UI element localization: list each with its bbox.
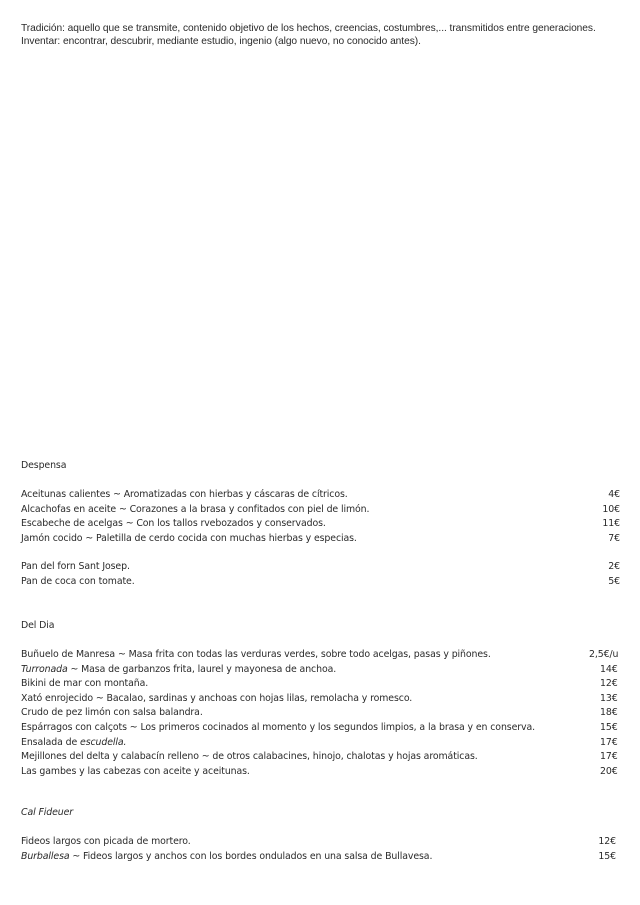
menu-item bbox=[21, 532, 620, 547]
separator: ~ bbox=[122, 518, 137, 530]
dish-price: 12€ bbox=[600, 678, 618, 690]
dish-name: Escabeche de acelgas bbox=[21, 518, 123, 530]
menu-item bbox=[21, 750, 620, 765]
separator: ~ bbox=[92, 692, 107, 704]
dish-name: Turronada bbox=[21, 663, 68, 675]
dish-description: Paletilla de cerdo cocida con muchas hierbas y especias. bbox=[95, 532, 357, 544]
menu-item bbox=[21, 517, 620, 532]
separator: ~ bbox=[116, 503, 130, 515]
menu-items bbox=[21, 835, 620, 864]
dish-price: 2€ bbox=[608, 561, 620, 573]
dish-description: Los primeros cocinados al momento y los segundos limpios, a la brasa y en conserva. bbox=[140, 721, 535, 733]
menu-item bbox=[21, 692, 620, 707]
dish-name: Pan de coca con tomate. bbox=[21, 575, 135, 587]
menu-item bbox=[21, 648, 620, 663]
section-title: Del Dia bbox=[21, 620, 55, 631]
menu-item bbox=[21, 765, 620, 780]
dish-price: 15€ bbox=[598, 850, 616, 862]
menu-item bbox=[21, 835, 620, 850]
dish-name: Burballesa bbox=[21, 850, 70, 862]
dish-name: Mejillones del delta y calabacín relleno bbox=[21, 751, 199, 763]
dish-price: 4€ bbox=[608, 489, 620, 500]
dish-name: Alcachofas en aceite bbox=[21, 503, 117, 515]
dish-description: Fideos largos y anchos con los bordes ondulados en una salsa de Bullavesa. bbox=[83, 850, 433, 862]
dish-description: Masa frita con todas las verduras verdes, sobre todo acelgas, pasas y piñones. bbox=[128, 649, 491, 660]
dish-price: 10€ bbox=[602, 503, 620, 515]
separator: ~ bbox=[67, 663, 82, 675]
dish-name: Fideos largos con picada de mortero. bbox=[21, 836, 191, 847]
separator: ~ bbox=[82, 532, 96, 544]
section-title: Despensa bbox=[21, 460, 67, 471]
separator: ~ bbox=[198, 751, 213, 763]
menu-item bbox=[21, 575, 620, 590]
menu-item bbox=[21, 677, 620, 692]
dish-description: escudella. bbox=[80, 736, 127, 748]
menu-item bbox=[21, 721, 620, 736]
dish-description: Bacalao, sardinas y anchoas con hojas lilas, remolacha y romesco. bbox=[106, 692, 413, 704]
dish-name: Buñuelo de Manresa bbox=[21, 649, 116, 660]
dish-price: 20€ bbox=[600, 765, 618, 777]
dish-description: Aromatizadas con hierbas y cáscaras de cítricos. bbox=[123, 489, 348, 500]
menu-items bbox=[21, 488, 620, 546]
section-del-dia bbox=[21, 619, 620, 779]
dish-name: Pan del forn Sant Josep. bbox=[21, 561, 130, 573]
dish-description: Masa de garbanzos frita, laurel y mayonesa de anchoa. bbox=[81, 663, 337, 675]
dish-price: 2,5€/u bbox=[589, 649, 619, 660]
dish-price: 17€ bbox=[600, 751, 618, 763]
dish-price: 14€ bbox=[600, 663, 618, 675]
dish-name: Jamón cocido bbox=[21, 532, 83, 544]
dish-price: 18€ bbox=[600, 707, 618, 719]
separator: ~ bbox=[69, 850, 84, 862]
dish-price: 7€ bbox=[608, 532, 620, 544]
bread-items bbox=[21, 560, 620, 589]
menu-item bbox=[21, 850, 620, 865]
separator: ~ bbox=[115, 649, 129, 660]
menu-item bbox=[21, 706, 620, 721]
dish-name: Aceitunas calientes bbox=[21, 489, 111, 500]
dish-price: 5€ bbox=[608, 575, 620, 587]
dish-description: Con los tallos rvebozados y conservados. bbox=[136, 518, 326, 530]
menu-item bbox=[21, 488, 620, 503]
dish-price: 11€ bbox=[602, 518, 620, 530]
separator: ~ bbox=[126, 721, 141, 733]
menu-item bbox=[21, 503, 620, 518]
dish-name: Bikini de mar con montaña. bbox=[21, 678, 149, 690]
definition-tradicion: Tradición: aquello que se transmite, contenido objetivo de los hechos, creencias, costumbres,... transmitidos entre generaciones. bbox=[21, 23, 596, 34]
separator: ~ bbox=[110, 489, 124, 500]
section-despensa bbox=[21, 459, 620, 590]
menu-item bbox=[21, 736, 620, 751]
dish-name: Xató enrojecido bbox=[21, 692, 93, 704]
dish-name: Crudo de pez limón con salsa balandra. bbox=[21, 707, 203, 719]
dish-price: 13€ bbox=[600, 692, 618, 704]
dish-price: 15€ bbox=[600, 721, 618, 733]
definition-inventar: Inventar: encontrar, descubrir, mediante estudio, ingenio (algo nuevo, no conocido antes). bbox=[21, 36, 421, 47]
intro-definitions bbox=[21, 22, 636, 48]
dish-price: 17€ bbox=[600, 736, 618, 748]
menu-item bbox=[21, 663, 620, 678]
dish-name: Ensalada de bbox=[21, 736, 81, 748]
dish-price: 12€ bbox=[598, 836, 616, 847]
menu-items bbox=[21, 648, 620, 779]
dish-description: de otros calabacines, hinojo, chalotas y hojas aromáticas. bbox=[212, 751, 478, 763]
menu-item bbox=[21, 560, 620, 575]
dish-name: Espárragos con calçots bbox=[21, 721, 127, 733]
dish-name: Las gambes y las cabezas con aceite y aceitunas. bbox=[21, 765, 250, 777]
section-cal-fideuer bbox=[21, 806, 620, 864]
dish-description: Corazones a la brasa y confitados con piel de limón. bbox=[129, 503, 370, 515]
section-title: Cal Fideuer bbox=[21, 807, 74, 818]
